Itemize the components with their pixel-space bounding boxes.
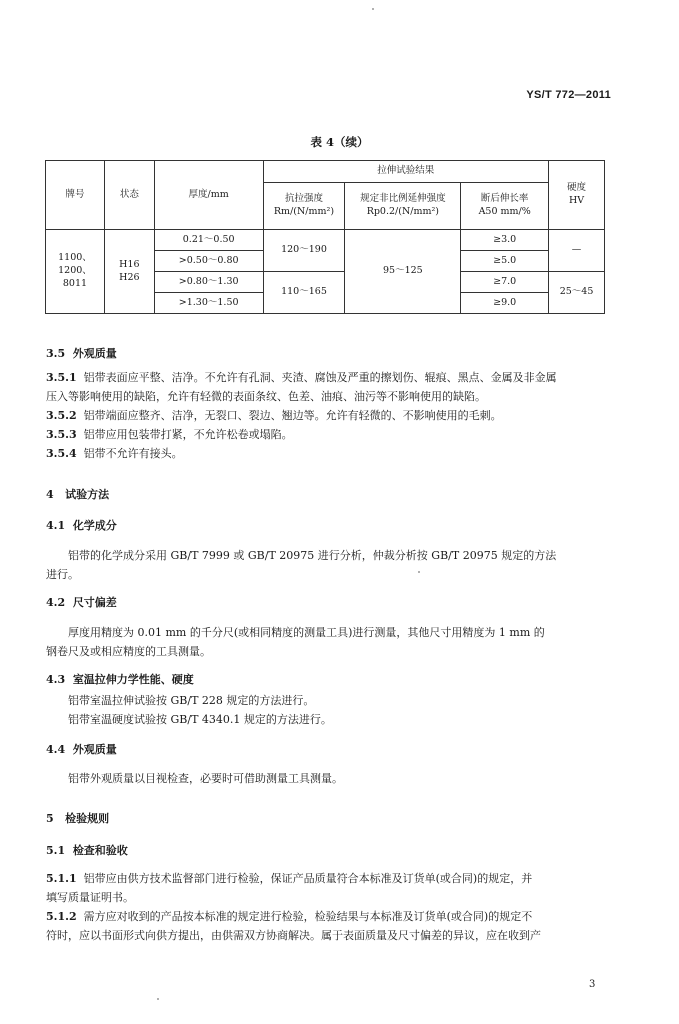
clause-number: 3.5.1 <box>46 371 77 384</box>
header-yield-strength-label: 规定非比例延伸强度 <box>360 193 446 205</box>
clause-text: 铝带应用包装带打紧，不允许松卷或塌陷。 <box>83 428 293 441</box>
clause-text: 铝带室温硬度试验按 GB/T 4340.1 规定的方法进行。 <box>68 713 332 726</box>
clause-3-5-2 <box>46 406 606 425</box>
clause-text: 填写质量证明书。 <box>46 891 134 904</box>
header-yield-strength <box>345 183 461 230</box>
clause-text: 铝带室温拉伸试验按 GB/T 228 规定的方法进行。 <box>68 694 315 707</box>
clause-text: 铝带不允许有接头。 <box>83 447 183 460</box>
clause-text: 铝带外观质量以目视检查，必要时可借助测量工具测量。 <box>68 772 343 785</box>
heading-4-3 <box>46 671 194 687</box>
clause-text: 进行。 <box>46 568 79 581</box>
clause-3-5-3 <box>46 425 606 444</box>
heading-3-5 <box>46 345 117 361</box>
clause-text: 铝带应由供方技术监督部门进行检验，保证产品质量符合本标准及订货单(或合同)的规定，并 <box>83 872 533 885</box>
clause-number: 3.5.2 <box>46 409 77 422</box>
heading-4-1 <box>46 517 117 533</box>
heading-4-2 <box>46 594 117 610</box>
section-number: 4.3 <box>46 673 66 686</box>
clause-text: 厚度用精度为 0.01 mm 的千分尺(或相同精度的测量工具)进行测量，其他尺寸用精度为 1 mm 的 <box>68 626 545 639</box>
clause-4-4-text <box>46 769 606 788</box>
clause-5-1-2 <box>46 907 606 945</box>
clause-text: 铝带表面应平整、洁净。不允许有孔洞、夹渣、腐蚀及严重的擦划伤、辊痕、黑点、金属及非金属 <box>83 371 557 384</box>
header-elongation-unit: A50 mm/% <box>478 206 531 217</box>
header-hardness-unit: HV <box>568 195 585 206</box>
clause-4-3-text <box>46 691 606 729</box>
cell-elongation: ≥3.0 <box>461 230 549 251</box>
header-thickness: 厚度/mm <box>154 161 263 230</box>
section-number: 5 <box>46 812 54 825</box>
section-title: 试验方法 <box>65 488 110 501</box>
header-temper: 状态 <box>104 161 154 230</box>
cell-tensile-strength: 120～190 <box>263 230 345 272</box>
heading-5 <box>46 810 109 826</box>
standard-code: YS/T 772—2011 <box>526 89 611 101</box>
scan-speck <box>372 8 374 10</box>
section-title: 外观质量 <box>72 347 117 360</box>
header-yield-strength-unit: Rp0.2/(N/mm²) <box>366 206 439 217</box>
section-title: 检验规则 <box>65 812 110 825</box>
heading-4 <box>46 486 109 502</box>
cell-hardness: 25～45 <box>549 272 605 314</box>
cell-thickness: >0.50～0.80 <box>154 251 263 272</box>
temper-item: H26 <box>119 271 140 283</box>
clause-text: 压入等影响使用的缺陷，允许有轻微的表面条纹、色差、油痕、油污等不影响使用的缺陷。 <box>46 390 486 403</box>
cell-thickness: >0.80～1.30 <box>154 272 263 293</box>
clause-text: 铝带的化学成分采用 GB/T 7999 或 GB/T 20975 进行分析，仲裁分析按 GB/T 20975 规定的方法 <box>68 549 557 562</box>
cell-elongation: ≥7.0 <box>461 272 549 293</box>
header-tensile-strength <box>263 183 345 230</box>
cell-thickness: 0.21～0.50 <box>154 230 263 251</box>
clause-text: 钢卷尺及或相应精度的工具测量。 <box>46 645 211 658</box>
section-number: 4.4 <box>46 743 66 756</box>
table-title: 表 4（续） <box>310 135 369 149</box>
clause-3-5-4 <box>46 444 606 463</box>
section-title: 室温拉伸力学性能、硬度 <box>72 673 194 686</box>
grade-item: 1100、 <box>58 252 92 264</box>
heading-4-4 <box>46 741 117 757</box>
section-title: 外观质量 <box>72 743 117 756</box>
spec-table <box>45 160 605 314</box>
cell-yield-strength: 95～125 <box>345 230 461 314</box>
header-tensile-results: 拉伸试验结果 <box>263 161 549 183</box>
cell-thickness: >1.30～1.50 <box>154 293 263 314</box>
clause-3-5-1 <box>46 368 606 406</box>
section-number: 4.1 <box>46 519 66 532</box>
cell-tensile-strength: 110～165 <box>263 272 345 314</box>
header-hardness <box>549 161 605 230</box>
clause-text: 符时，应以书面形式向供方提出，由供需双方协商解决。属于表面质量及尺寸偏差的异议，应在收到产 <box>46 929 541 942</box>
header-grade: 牌号 <box>46 161 105 230</box>
section-title: 尺寸偏差 <box>72 596 117 609</box>
header-hardness-label: 硬度 <box>567 182 587 194</box>
header-tensile-strength-label: 抗拉强度 <box>284 193 323 205</box>
header-elongation-label: 断后伸长率 <box>480 193 529 205</box>
grade-item: 8011 <box>62 277 88 289</box>
clause-text: 铝带端面应整齐、洁净，无裂口、裂边、翘边等。允许有轻微的、不影响使用的毛刺。 <box>83 409 502 422</box>
section-title: 化学成分 <box>72 519 117 532</box>
cell-tempers <box>104 230 154 314</box>
page-number: 3 <box>589 979 596 990</box>
cell-grades <box>46 230 105 314</box>
section-number: 3.5 <box>46 347 66 360</box>
section-number: 5.1 <box>46 844 66 857</box>
clause-number: 3.5.3 <box>46 428 77 441</box>
heading-5-1 <box>46 842 128 858</box>
cell-elongation: ≥9.0 <box>461 293 549 314</box>
clause-4-1-text <box>46 546 606 584</box>
scan-speck <box>157 998 159 1000</box>
clause-number: 3.5.4 <box>46 447 77 460</box>
section-number: 4 <box>46 488 54 501</box>
cell-elongation: ≥5.0 <box>461 251 549 272</box>
grade-item: 1200、 <box>58 265 92 277</box>
clause-5-1-1 <box>46 869 606 907</box>
cell-hardness: — <box>549 230 605 272</box>
section-number: 4.2 <box>46 596 66 609</box>
scan-speck <box>418 571 420 573</box>
clause-number: 5.1.2 <box>46 910 77 923</box>
section-title: 检查和验收 <box>72 844 128 857</box>
header-elongation <box>461 183 549 230</box>
header-tensile-strength-unit: Rm/(N/mm²) <box>273 206 335 217</box>
temper-item: H16 <box>119 258 140 270</box>
clause-text: 需方应对收到的产品按本标准的规定进行检验，检验结果与本标准及订货单(或合同)的规定不 <box>83 910 533 923</box>
clause-number: 5.1.1 <box>46 872 77 885</box>
clause-4-2-text <box>46 623 606 661</box>
